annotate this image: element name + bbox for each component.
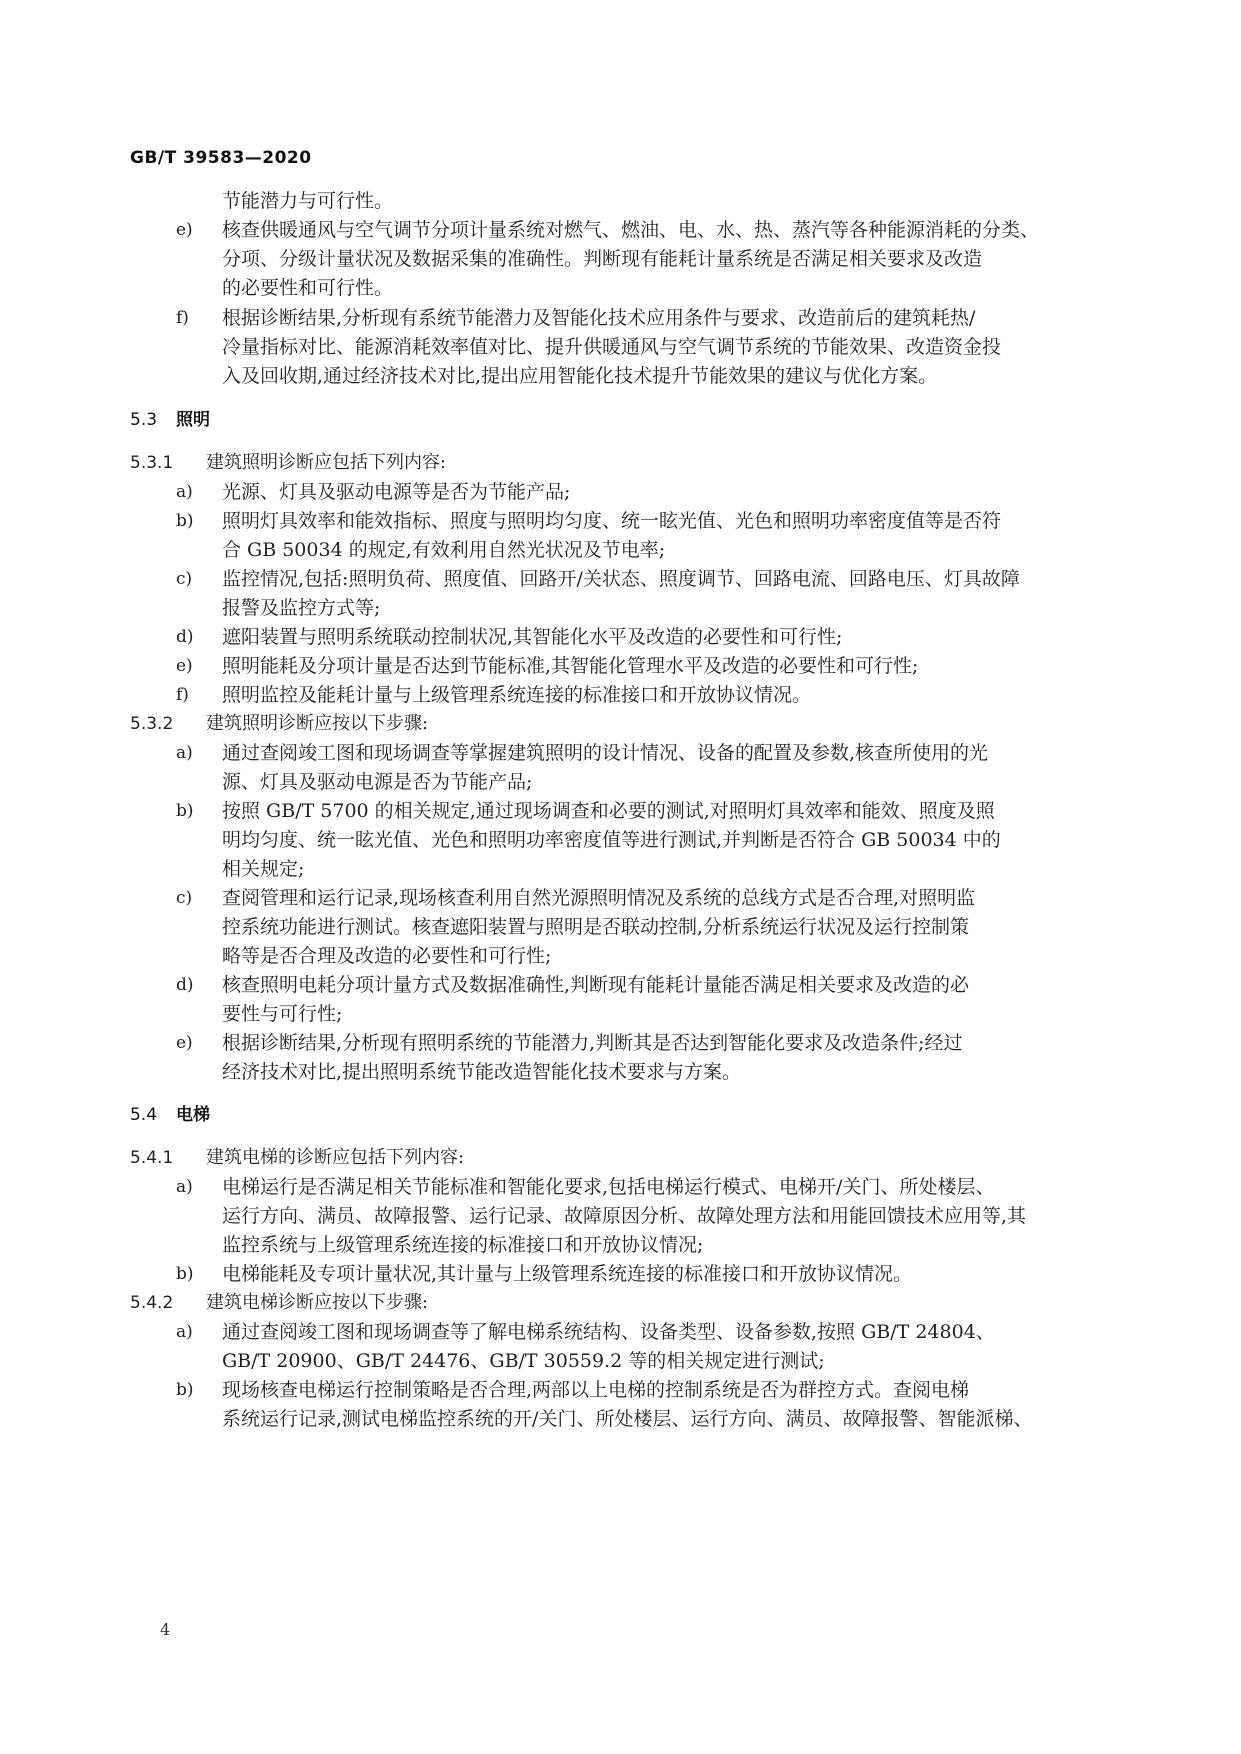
item-label: d): [176, 627, 194, 647]
item-text-line: 控系统功能进行测试。核查遮阳装置与照明是否联动控制,分析系统运行状况及运行控制策: [222, 916, 970, 938]
item-label: e): [176, 1033, 193, 1053]
clause: [130, 1291, 428, 1315]
section-heading: [130, 408, 210, 432]
item-text-line: 要性与可行性;: [222, 1003, 343, 1025]
clause-number: 5.4.1: [130, 1148, 174, 1168]
item-text-line: 合 GB 50034 的规定,有效利用自然光状况及节电率;: [222, 539, 666, 561]
item-label: b): [176, 1380, 194, 1400]
clause-text: 建筑照明诊断应按以下步骤:: [206, 713, 429, 734]
section-number: 5.4: [130, 1105, 158, 1125]
standard-id: GB/T 39583—2020: [130, 148, 312, 168]
item-text-line: 的必要性和可行性。: [222, 277, 394, 299]
section-heading: [130, 1103, 210, 1127]
item-text-line: 查阅管理和运行记录,现场核查利用自然光源照明情况及系统的总线方式是否合理,对照明监: [222, 887, 976, 909]
item-label: f): [176, 308, 189, 328]
clause-number: 5.4.2: [130, 1293, 174, 1313]
item-text-line: 监控情况,包括:照明负荷、照度值、回路开/关状态、照度调节、回路电流、回路电压、灯具故障: [222, 568, 1020, 590]
item-text-line: GB/T 20900、GB/T 24476、GB/T 30559.2 等的相关规定进行测试;: [222, 1350, 825, 1372]
item-text-line: 按照 GB/T 5700 的相关规定,通过现场调查和必要的测试,对照明灯具效率和能效、照度及照: [222, 800, 995, 822]
item-text-line: 通过查阅竣工图和现场调查等掌握建筑照明的设计情况、设备的配置及参数,核查所使用的光: [222, 742, 989, 764]
item-label: b): [176, 801, 194, 821]
item-text-line: 系统运行记录,测试电梯监控系统的开/关门、所处楼层、运行方向、满员、故障报警、智能派梯、: [222, 1408, 1033, 1430]
item-label: a): [176, 482, 193, 502]
item-label: c): [176, 569, 193, 589]
item-text-line: 运行方向、满员、故障报警、运行记录、故障原因分析、故障处理方法和用能回馈技术应用等,其: [222, 1205, 1027, 1227]
item-text-line: 照明能耗及分项计量是否达到节能标准,其智能化管理水平及改造的必要性和可行性;: [222, 655, 919, 677]
item-text-line: 入及回收期,通过经济技术对比,提出应用智能化技术提升节能效果的建议与优化方案。: [222, 365, 938, 387]
item-text-line: 报警及监控方式等;: [222, 597, 381, 619]
item-text-line: 明均匀度、统一眩光值、光色和照明功率密度值等进行测试,并判断是否符合 GB 50034 中的: [222, 829, 1001, 851]
clause: [130, 1146, 464, 1170]
item-text-line: 监控系统与上级管理系统连接的标准接口和开放协议情况;: [222, 1234, 704, 1256]
item-label: d): [176, 975, 194, 995]
clause-text: 建筑电梯的诊断应包括下列内容:: [206, 1147, 465, 1168]
clause: [130, 451, 446, 475]
clause: [130, 712, 428, 736]
clause-text: 建筑电梯诊断应按以下步骤:: [206, 1292, 429, 1313]
item-text-line: 源、灯具及驱动电源是否为节能产品;: [222, 771, 533, 793]
item-text-line: 经济技术对比,提出照明系统节能改造智能化技术要求与方案。: [222, 1061, 742, 1083]
section-title: 照明: [176, 410, 210, 430]
item-text-line: 照明灯具效率和能效指标、照度与照明均匀度、统一眩光值、光色和照明功率密度值等是否符: [222, 510, 1002, 532]
item-text-line: 核查供暖通风与空气调节分项计量系统对燃气、燃油、电、水、热、蒸汽等各种能源消耗的分类、: [222, 219, 1040, 241]
item-text-line: 通过查阅竣工图和现场调查等了解电梯系统结构、设备类型、设备参数,按照 GB/T 24804、: [222, 1321, 995, 1343]
item-label: b): [176, 1264, 194, 1284]
item-label: f): [176, 685, 189, 705]
continuation-line: 节能潜力与可行性。: [222, 190, 394, 212]
section-number: 5.3: [130, 410, 158, 430]
item-label: e): [176, 220, 193, 240]
clause-number: 5.3.2: [130, 714, 174, 734]
item-text-line: 遮阳装置与照明系统联动控制状况,其智能化水平及改造的必要性和可行性;: [222, 626, 843, 648]
clause-number: 5.3.1: [130, 453, 174, 473]
item-text-line: 电梯能耗及专项计量状况,其计量与上级管理系统连接的标准接口和开放协议情况。: [222, 1263, 913, 1285]
item-text-line: 根据诊断结果,分析现有照明系统的节能潜力,判断其是否达到智能化要求及改造条件;经过: [222, 1032, 963, 1054]
item-label: e): [176, 656, 193, 676]
item-label: b): [176, 511, 194, 531]
item-text-line: 电梯运行是否满足相关节能标准和智能化要求,包括电梯运行模式、电梯开/关门、所处楼层、: [222, 1176, 995, 1198]
item-text-line: 核查照明电耗分项计量方式及数据准确性,判断现有能耗计量能否满足相关要求及改造的必: [222, 974, 970, 996]
item-text-line: 照明监控及能耗计量与上级管理系统连接的标准接口和开放协议情况。: [222, 684, 812, 706]
item-text-line: 略等是否合理及改造的必要性和可行性;: [222, 945, 552, 967]
item-text-line: 光源、灯具及驱动电源等是否为节能产品;: [222, 481, 571, 503]
item-text-line: 相关规定;: [222, 858, 305, 880]
item-text-line: 现场核查电梯运行控制策略是否合理,两部以上电梯的控制系统是否为群控方式。查阅电梯: [222, 1379, 970, 1401]
item-label: a): [176, 743, 193, 763]
section-title: 电梯: [176, 1105, 210, 1125]
item-text-line: 根据诊断结果,分析现有系统节能潜力及智能化技术应用条件与要求、改造前后的建筑耗热/: [222, 307, 976, 329]
item-label: a): [176, 1322, 193, 1342]
item-text-line: 分项、分级计量状况及数据采集的准确性。判断现有能耗计量系统是否满足相关要求及改造: [222, 248, 983, 270]
item-label: a): [176, 1177, 193, 1197]
item-text-line: 冷量指标对比、能源消耗效率值对比、提升供暖通风与空气调节系统的节能效果、改造资金投: [222, 336, 1002, 358]
page-number: 4: [160, 1620, 171, 1639]
clause-text: 建筑照明诊断应包括下列内容:: [206, 452, 447, 473]
item-label: c): [176, 888, 193, 908]
